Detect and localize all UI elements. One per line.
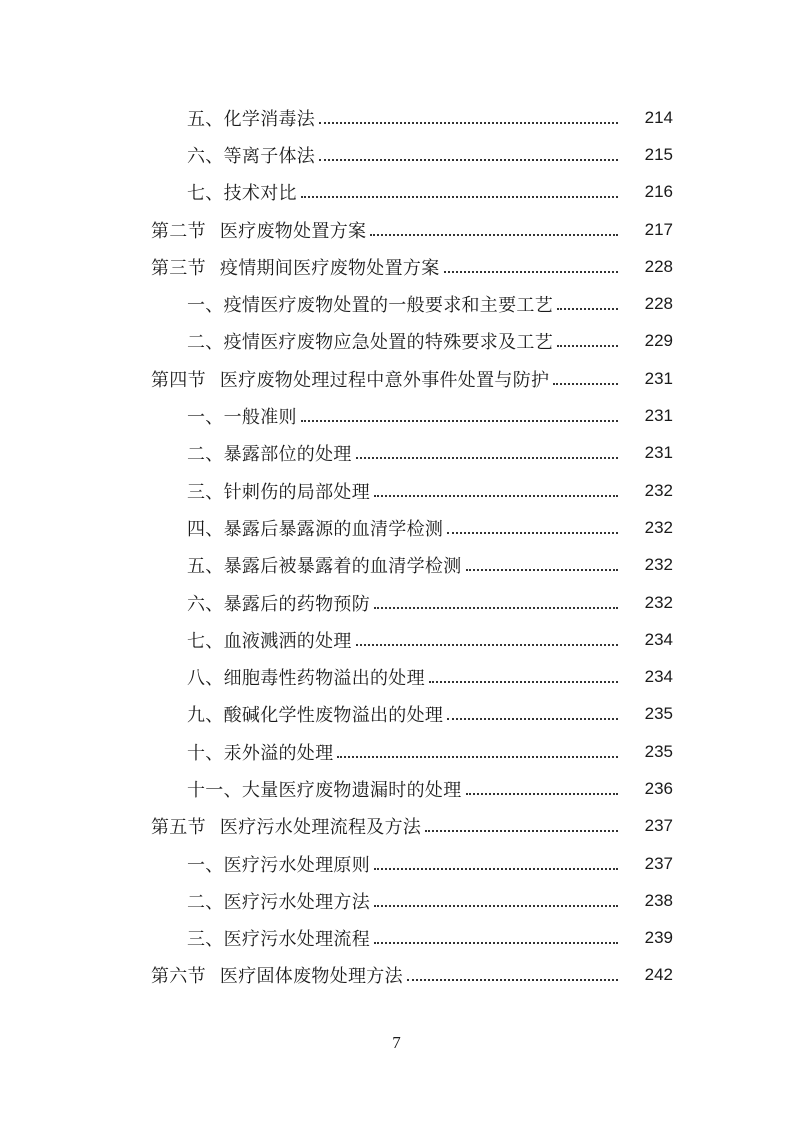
toc-entry-page: 237 bbox=[644, 853, 673, 873]
toc-entry-page: 234 bbox=[644, 629, 673, 649]
toc-entry-title bbox=[187, 552, 462, 578]
table-of-contents bbox=[0, 99, 793, 994]
toc-entry-number: 四、 bbox=[187, 518, 224, 540]
toc-entry-title bbox=[151, 813, 421, 839]
toc-entry-number: 二、 bbox=[187, 444, 224, 466]
toc-subsection-entry[interactable] bbox=[0, 99, 793, 136]
toc-entry-title bbox=[187, 478, 370, 504]
toc-entry-text: 一般准则 bbox=[223, 407, 297, 429]
toc-entry-text: 汞外溢的处理 bbox=[223, 742, 334, 764]
dot-leader bbox=[374, 607, 618, 609]
toc-entry-title bbox=[187, 739, 333, 765]
toc-entry-title bbox=[187, 291, 553, 317]
dot-leader bbox=[407, 979, 618, 981]
toc-subsection-entry[interactable] bbox=[0, 770, 793, 807]
dot-leader bbox=[447, 532, 618, 534]
toc-entry-number: 五、 bbox=[187, 108, 224, 130]
dot-leader bbox=[319, 122, 618, 124]
toc-entry-text: 医疗污水处理流程 bbox=[223, 929, 371, 951]
toc-section-entry[interactable] bbox=[0, 211, 793, 248]
toc-section-entry[interactable] bbox=[0, 360, 793, 397]
toc-entry-number: 六、 bbox=[187, 145, 224, 167]
toc-entry-title bbox=[187, 776, 462, 802]
dot-leader bbox=[356, 644, 618, 646]
toc-entry-text: 医疗废物处置方案 bbox=[219, 220, 367, 242]
toc-subsection-entry[interactable] bbox=[0, 696, 793, 733]
toc-entry-title bbox=[187, 105, 315, 131]
toc-entry-number: 七、 bbox=[187, 630, 224, 652]
toc-entry-page: 235 bbox=[644, 741, 673, 761]
toc-entry-text: 疫情医疗废物处置的一般要求和主要工艺 bbox=[223, 295, 554, 317]
toc-entry-text: 医疗污水处理流程及方法 bbox=[219, 817, 422, 839]
dot-leader bbox=[425, 830, 618, 832]
toc-subsection-entry[interactable] bbox=[0, 882, 793, 919]
toc-entry-text: 医疗废物处理过程中意外事件处置与防护 bbox=[219, 369, 550, 391]
toc-entry-text: 暴露后的药物预防 bbox=[223, 593, 371, 615]
dot-leader bbox=[370, 234, 618, 236]
toc-entry-text: 技术对比 bbox=[223, 183, 297, 205]
toc-entry-number: 二、 bbox=[187, 332, 224, 354]
toc-entry-page: 237 bbox=[644, 816, 673, 836]
dot-leader bbox=[374, 495, 618, 497]
toc-subsection-entry[interactable] bbox=[0, 323, 793, 360]
toc-section-entry[interactable] bbox=[0, 808, 793, 845]
toc-entry-title bbox=[187, 664, 425, 690]
toc-entry-text: 暴露部位的处理 bbox=[223, 444, 352, 466]
toc-entry-page: 216 bbox=[644, 182, 673, 202]
toc-entry-text: 暴露后暴露源的血清学检测 bbox=[223, 518, 444, 540]
toc-entry-number: 第五节 bbox=[151, 817, 206, 839]
toc-entry-number: 九、 bbox=[187, 705, 224, 727]
dot-leader bbox=[337, 756, 618, 758]
toc-subsection-entry[interactable] bbox=[0, 136, 793, 173]
toc-entry-title bbox=[187, 403, 297, 429]
toc-entry-page: 231 bbox=[644, 443, 673, 463]
toc-entry-page: 229 bbox=[644, 331, 673, 351]
dot-leader bbox=[466, 569, 618, 571]
toc-entry-number: 五、 bbox=[187, 556, 224, 578]
toc-entry-title bbox=[151, 254, 440, 280]
toc-entry-page: 232 bbox=[644, 592, 673, 612]
dot-leader bbox=[319, 159, 618, 161]
toc-subsection-entry[interactable] bbox=[0, 658, 793, 695]
toc-entry-text: 大量医疗废物遗漏时的处理 bbox=[241, 779, 462, 801]
toc-entry-text: 疫情期间医疗废物处置方案 bbox=[219, 257, 440, 279]
toc-entry-number: 一、 bbox=[187, 854, 224, 876]
dot-leader bbox=[466, 793, 618, 795]
toc-entry-number: 八、 bbox=[187, 668, 224, 690]
toc-entry-page: 235 bbox=[644, 704, 673, 724]
toc-entry-number: 七、 bbox=[187, 183, 224, 205]
toc-entry-page: 234 bbox=[644, 667, 673, 687]
dot-leader bbox=[374, 942, 618, 944]
toc-subsection-entry[interactable] bbox=[0, 472, 793, 509]
dot-leader bbox=[553, 383, 618, 385]
toc-entry-page: 239 bbox=[644, 928, 673, 948]
toc-entry-text: 医疗固体废物处理方法 bbox=[219, 966, 403, 988]
toc-entry-page: 236 bbox=[644, 778, 673, 798]
toc-entry-title bbox=[187, 701, 443, 727]
toc-entry-text: 疫情医疗废物应急处置的特殊要求及工艺 bbox=[223, 332, 554, 354]
dot-leader bbox=[557, 345, 618, 347]
toc-entry-number: 十、 bbox=[187, 742, 224, 764]
toc-entry-number: 三、 bbox=[187, 929, 224, 951]
toc-section-entry[interactable] bbox=[0, 957, 793, 994]
toc-entry-text: 酸碱化学性废物溢出的处理 bbox=[223, 705, 444, 727]
toc-entry-number: 一、 bbox=[187, 295, 224, 317]
toc-entry-number: 第四节 bbox=[151, 369, 206, 391]
dot-leader bbox=[374, 868, 618, 870]
toc-entry-title bbox=[187, 179, 297, 205]
toc-entry-title bbox=[151, 962, 403, 988]
toc-entry-title bbox=[151, 217, 366, 243]
toc-entry-number: 十一、 bbox=[187, 779, 242, 801]
toc-entry-title bbox=[187, 851, 370, 877]
toc-entry-number: 第二节 bbox=[151, 220, 206, 242]
toc-entry-number: 二、 bbox=[187, 891, 224, 913]
toc-entry-number: 三、 bbox=[187, 481, 224, 503]
toc-entry-page: 217 bbox=[644, 219, 673, 239]
toc-entry-number: 第六节 bbox=[151, 966, 206, 988]
dot-leader bbox=[557, 308, 618, 310]
toc-subsection-entry[interactable] bbox=[0, 174, 793, 211]
toc-subsection-entry[interactable] bbox=[0, 733, 793, 770]
page-number: 7 bbox=[392, 1033, 401, 1052]
toc-entry-page: 242 bbox=[644, 965, 673, 985]
toc-subsection-entry[interactable] bbox=[0, 547, 793, 584]
toc-entry-text: 医疗污水处理方法 bbox=[223, 891, 371, 913]
toc-entry-text: 暴露后被暴露着的血清学检测 bbox=[223, 556, 462, 578]
dot-leader bbox=[301, 420, 618, 422]
toc-entry-page: 232 bbox=[644, 517, 673, 537]
toc-entry-title bbox=[187, 590, 370, 616]
toc-entry-number: 六、 bbox=[187, 593, 224, 615]
dot-leader bbox=[447, 718, 618, 720]
toc-entry-page: 232 bbox=[644, 480, 673, 500]
dot-leader bbox=[374, 905, 618, 907]
toc-entry-title bbox=[187, 142, 315, 168]
toc-entry-title bbox=[187, 925, 370, 951]
toc-entry-text: 血液溅洒的处理 bbox=[223, 630, 352, 652]
dot-leader bbox=[429, 681, 618, 683]
dot-leader bbox=[356, 457, 618, 459]
toc-entry-page: 228 bbox=[644, 294, 673, 314]
toc-entry-page: 214 bbox=[644, 107, 673, 127]
toc-entry-page: 238 bbox=[644, 890, 673, 910]
toc-entry-title bbox=[151, 366, 549, 392]
dot-leader bbox=[444, 271, 618, 273]
toc-entry-text: 细胞毒性药物溢出的处理 bbox=[223, 668, 425, 690]
toc-subsection-entry[interactable] bbox=[0, 920, 793, 957]
toc-entry-page: 231 bbox=[644, 406, 673, 426]
toc-subsection-entry[interactable] bbox=[0, 285, 793, 322]
toc-subsection-entry[interactable] bbox=[0, 621, 793, 658]
toc-section-entry[interactable] bbox=[0, 248, 793, 285]
dot-leader bbox=[301, 196, 618, 198]
toc-subsection-entry[interactable] bbox=[0, 435, 793, 472]
toc-entry-text: 医疗污水处理原则 bbox=[223, 854, 371, 876]
toc-entry-number: 第三节 bbox=[151, 257, 206, 279]
toc-entry-page: 231 bbox=[644, 368, 673, 388]
toc-entry-title bbox=[187, 328, 553, 354]
toc-entry-page: 215 bbox=[644, 144, 673, 164]
toc-entry-title bbox=[187, 888, 370, 914]
toc-entry-text: 化学消毒法 bbox=[223, 108, 316, 130]
toc-entry-page: 232 bbox=[644, 555, 673, 575]
toc-entry-text: 等离子体法 bbox=[223, 145, 316, 167]
toc-entry-page: 228 bbox=[644, 256, 673, 276]
toc-entry-title bbox=[187, 440, 352, 466]
toc-subsection-entry[interactable] bbox=[0, 584, 793, 621]
toc-entry-number: 一、 bbox=[187, 407, 224, 429]
toc-subsection-entry[interactable] bbox=[0, 397, 793, 434]
toc-subsection-entry[interactable] bbox=[0, 845, 793, 882]
toc-entry-title bbox=[187, 627, 352, 653]
toc-subsection-entry[interactable] bbox=[0, 509, 793, 546]
toc-entry-text: 针刺伤的局部处理 bbox=[223, 481, 371, 503]
toc-entry-title bbox=[187, 515, 443, 541]
